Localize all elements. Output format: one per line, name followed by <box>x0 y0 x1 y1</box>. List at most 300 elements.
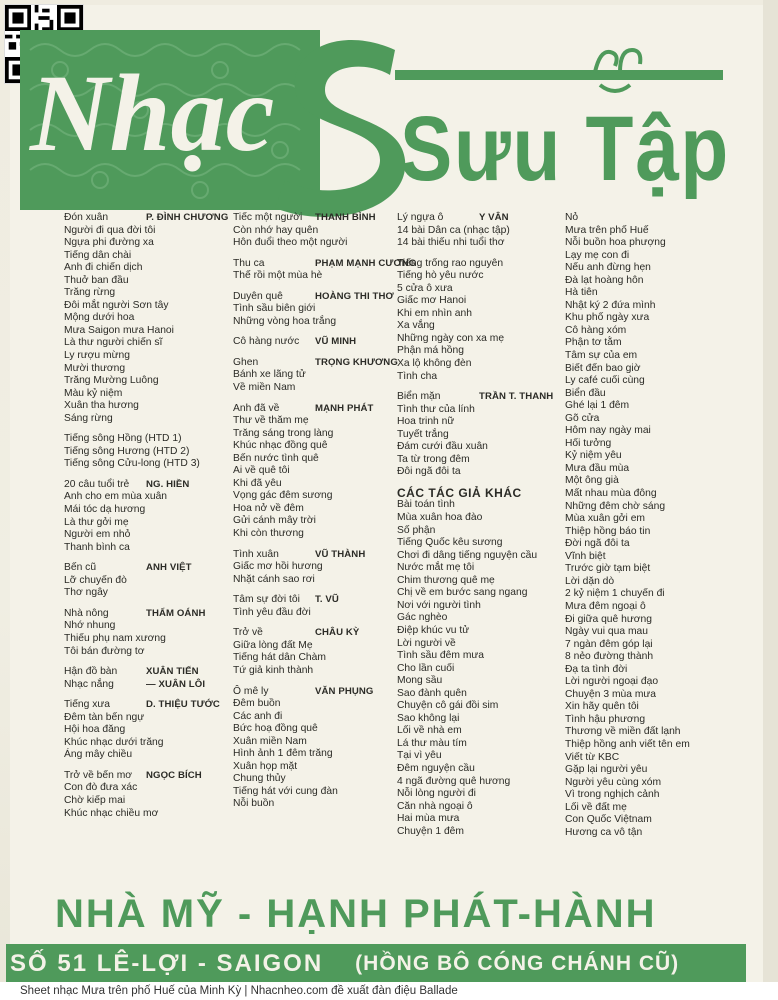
song-title: Mưa Saigon mưa Hanoi <box>64 324 174 336</box>
song-title: 14 bài Dân ca (nhạc tập) <box>397 224 510 236</box>
song-title: Viết từ KBC <box>565 751 620 763</box>
song-title: Nhặt cánh sao rơi <box>233 573 315 585</box>
song-title: Xuân họp mặt <box>233 760 298 772</box>
composer-name: NGỌC BÍCH <box>146 769 202 781</box>
song-entry <box>397 562 565 575</box>
song-entry <box>397 345 565 358</box>
song-entry <box>565 488 745 501</box>
song-title: 8 nẻo đường thành <box>565 651 654 663</box>
composer-name: ANH VIỆT <box>146 562 192 574</box>
song-title: Chơi đi dâng tiếng nguyện cầu <box>397 549 538 561</box>
song-title: Mưa đêm ngoại ô <box>565 600 646 612</box>
song-title: Hai mùa mưa <box>397 813 460 825</box>
song-title: 7 ngàn đêm góp lại <box>565 638 653 650</box>
song-title: Nỗi buồn <box>233 798 275 810</box>
song-title: Bánh xe lãng tử <box>233 369 306 381</box>
song-title: Bức hoạ đồng quê <box>233 723 318 735</box>
song-entry <box>233 291 395 304</box>
song-title: 14 bài thiếu nhi tuổi thơ <box>397 237 505 249</box>
song-entry <box>565 501 745 514</box>
song-entry <box>64 287 232 300</box>
spacer <box>233 328 395 336</box>
song-entry <box>233 686 395 699</box>
song-title: Hôm nay ngày mai <box>565 425 651 437</box>
song-entry <box>397 713 565 726</box>
address-banner <box>6 944 746 984</box>
song-entry <box>565 250 745 263</box>
song-title: Vì trong nghịch cảnh <box>565 789 660 801</box>
song-entry <box>565 626 745 639</box>
composer-name: T. VŨ <box>315 594 339 606</box>
song-entry <box>397 258 565 271</box>
song-entry <box>397 270 565 283</box>
song-entry <box>397 454 565 467</box>
song-title: Lỡ chuyến đò <box>64 574 127 586</box>
song-title: Tình hậu phương <box>565 713 646 725</box>
song-title: Tiếng sông Hồng (HTD 1) <box>64 433 182 445</box>
song-title: Biển đầu <box>565 387 606 399</box>
song-entry <box>64 212 232 225</box>
song-title: Là thư gởi mẹ <box>64 516 129 528</box>
song-title: Người yêu cùng xóm <box>565 776 662 788</box>
composer-name: Y VÂN <box>479 212 509 223</box>
song-entry <box>397 283 565 296</box>
song-title: Tiếc một người <box>233 212 303 223</box>
song-title: Con đò đưa xác <box>64 782 138 794</box>
song-entry <box>565 526 745 539</box>
song-title: Cô hàng nước <box>233 336 300 348</box>
song-entry <box>233 549 395 562</box>
song-entry <box>565 212 745 225</box>
song-title: Nỏ <box>565 212 579 223</box>
section-title-text: CÁC TÁC GIẢ KHÁC <box>397 485 522 500</box>
song-entry <box>397 826 565 839</box>
song-entry <box>397 788 565 801</box>
song-title: Lá thư màu tím <box>397 737 467 749</box>
song-title: Ngày vui qua mau <box>565 626 648 638</box>
song-title: Các anh đi <box>233 710 283 722</box>
composer-name: TRỌNG KHƯƠNG <box>315 356 398 368</box>
song-entry <box>64 413 232 426</box>
section-title <box>397 487 565 500</box>
song-entry <box>64 504 232 517</box>
song-title: Tiếng hát dân Chàm <box>233 652 326 664</box>
song-title: Thanh bình ca <box>64 541 130 553</box>
song-title: Gửi cánh mây trời <box>233 515 316 527</box>
address-note: (HỒNG BÔ CÓNG CHÁNH CŨ) <box>355 952 680 975</box>
song-entry <box>64 325 232 338</box>
song-title: Trước giờ tạm biệt <box>565 563 651 575</box>
svg-text:Sưu Tập: Sưu Tập <box>400 98 730 200</box>
song-entry <box>397 650 565 663</box>
song-entry <box>565 337 745 350</box>
spacer <box>233 395 395 403</box>
song-entry <box>565 300 745 313</box>
song-title: Khúc nhạc chiều mơ <box>64 807 159 819</box>
song-title: Khi đã yêu <box>233 477 282 489</box>
song-entry <box>397 499 565 512</box>
song-title: Đà lạt hoàng hôn <box>565 274 644 286</box>
song-entry <box>64 300 232 313</box>
song-title: Thuở ban đầu <box>64 274 129 286</box>
song-title: Đám cưới đầu xuân <box>397 441 488 453</box>
song-entry <box>233 528 395 541</box>
song-title: Tình thư của lính <box>397 403 475 415</box>
song-title: Nơi với người tình <box>397 599 481 611</box>
song-title: Gặp lại người yêu <box>565 764 648 776</box>
song-title: Mộng dưới hoa <box>64 312 135 324</box>
song-entry <box>233 478 395 491</box>
song-entry <box>64 808 232 821</box>
song-title: Ly rượu mừng <box>64 350 130 362</box>
song-entry <box>565 827 745 840</box>
song-entry <box>565 325 745 338</box>
song-title: Tình cha <box>397 370 438 382</box>
song-entry <box>233 490 395 503</box>
song-entry <box>64 712 232 725</box>
song-title: Đạ ta tình đời <box>565 663 628 675</box>
song-title: Số phận <box>397 524 436 536</box>
song-title: Đôi mắt người Sơn tây <box>64 299 169 311</box>
song-entry <box>397 320 565 333</box>
song-entry <box>233 270 395 283</box>
song-entry <box>64 337 232 350</box>
song-title: Thư về thăm mẹ <box>233 415 309 427</box>
song-title: Đêm nguyện cầu <box>397 762 475 774</box>
song-entry <box>565 275 745 288</box>
song-entry <box>233 723 395 736</box>
song-entry <box>233 465 395 478</box>
song-title: Khi em nhìn anh <box>397 307 472 319</box>
song-title: Lời người ngoại đạo <box>565 676 659 688</box>
song-title: Con Quốc Việtnam <box>565 814 652 826</box>
song-title: Lý ngựa ô <box>397 212 444 223</box>
song-entry <box>565 614 745 627</box>
song-title: Tại vì yêu <box>397 750 442 762</box>
song-entry <box>565 664 745 677</box>
song-entry <box>64 458 232 471</box>
song-title: Mong sầu <box>397 675 443 687</box>
song-title: Bến nước tình quê <box>233 452 319 464</box>
song-title: Thiệp hồng báo tin <box>565 525 651 537</box>
song-entry <box>64 542 232 555</box>
song-entry <box>565 450 745 463</box>
composer-name: VŨ THÀNH <box>315 548 366 560</box>
song-entry <box>64 562 232 575</box>
song-title: Trở về <box>233 627 263 639</box>
composer-name: THẨM OÁNH <box>146 607 206 619</box>
song-entry <box>565 576 745 589</box>
song-title: Xuân tha hương <box>64 400 139 412</box>
spacer <box>233 586 395 594</box>
song-entry <box>397 358 565 371</box>
publisher-line: NHÀ MỸ - HẠNH PHÁT-HÀNH <box>55 892 657 936</box>
song-entry <box>233 698 395 711</box>
song-entry <box>233 453 395 466</box>
song-entry <box>64 633 232 646</box>
song-entry <box>397 295 565 308</box>
song-entry <box>233 428 395 441</box>
song-title: Ghé lại 1 đêm <box>565 400 630 412</box>
song-title: Nếu anh đừng hẹn <box>565 262 651 274</box>
song-entry <box>397 638 565 651</box>
song-column-3 <box>397 212 565 838</box>
song-title: 2 kỷ niệm 1 chuyến đi <box>565 588 665 600</box>
song-entry <box>565 388 745 401</box>
song-entry <box>233 786 395 799</box>
song-entry <box>397 801 565 814</box>
song-title: Ly café cuối cùng <box>565 375 645 387</box>
song-title: Nỗi lòng người đi <box>397 788 476 800</box>
song-entry <box>397 625 565 638</box>
song-title: Thu ca <box>233 257 265 269</box>
spacer <box>233 541 395 549</box>
song-entry <box>565 764 745 777</box>
song-entry <box>397 371 565 384</box>
song-entry <box>233 627 395 640</box>
song-entry <box>64 388 232 401</box>
song-entry <box>397 466 565 479</box>
song-title: Căn nhà ngoại ô <box>397 800 473 812</box>
composer-name: PHẠM MẠNH CƯƠNG <box>315 257 417 269</box>
song-entry <box>565 639 745 652</box>
song-title: Tình sầu biên giới <box>233 303 316 315</box>
song-entry <box>397 441 565 454</box>
song-entry <box>397 776 565 789</box>
song-title: 4 ngã đường quê hương <box>397 775 511 787</box>
song-entry <box>565 225 745 238</box>
spacer <box>233 250 395 258</box>
song-entry <box>233 652 395 665</box>
song-title: 5 cửa ô xưa <box>397 282 453 294</box>
song-entry <box>64 529 232 542</box>
song-title: Sao không lại <box>397 712 460 724</box>
song-title: Khi còn thương <box>233 528 304 540</box>
song-entry <box>565 425 745 438</box>
song-entry <box>64 375 232 388</box>
spacer <box>233 678 395 686</box>
song-entry <box>233 415 395 428</box>
song-title: Xa lộ không đèn <box>397 358 472 370</box>
song-title: Khúc nhạc dưới trăng <box>64 736 164 748</box>
song-entry <box>565 789 745 802</box>
composer-name: THANH BÌNH <box>315 212 376 223</box>
composer-name: P. ĐÌNH CHƯƠNG <box>146 212 229 223</box>
composer-name: MẠNH PHÁT <box>315 402 374 414</box>
song-title: Những vòng hoa trắng <box>233 315 337 327</box>
song-title: Mưa trên phố Huế <box>565 224 649 236</box>
song-title: Thiệp hồng anh viết tên em <box>565 738 690 750</box>
song-entry <box>397 404 565 417</box>
song-title: Hận đồ bàn <box>64 666 118 678</box>
song-entry <box>233 356 398 370</box>
spacer <box>233 349 395 357</box>
song-entry <box>397 512 565 525</box>
song-entry <box>565 551 745 564</box>
song-entry <box>565 714 745 727</box>
song-entry <box>64 237 232 250</box>
song-title: Giấc mơ Hanoi <box>397 295 467 307</box>
song-entry <box>64 517 232 530</box>
song-title: Nước mắt mẹ tôi <box>397 562 475 574</box>
song-title: Khu phố ngày xưa <box>565 312 650 324</box>
song-title: Mái tóc dạ hương <box>64 504 146 516</box>
song-title: Mất nhau mùa đông <box>565 488 657 500</box>
composer-name: XUÂN TIẾN <box>146 666 199 678</box>
song-entry <box>565 701 745 714</box>
song-title: Tình yêu đầu đời <box>233 606 311 618</box>
song-title: Hương ca vô tận <box>565 826 643 838</box>
song-title: 20 câu tuổi trẻ <box>64 478 130 490</box>
song-entry <box>397 225 565 238</box>
song-title: Nhạc nắng <box>64 678 114 690</box>
song-entry <box>233 257 417 271</box>
song-entry <box>397 237 565 250</box>
song-title: Lối về đất mẹ <box>565 801 627 813</box>
song-title: Mưa đầu mùa <box>565 462 630 474</box>
song-title: Cho lần cuối <box>397 662 455 674</box>
song-entry <box>565 689 745 702</box>
song-title: Tứ giả kinh thành <box>233 664 314 676</box>
song-entry <box>565 802 745 815</box>
song-title: Lời người về <box>397 637 456 649</box>
composer-name: VĂN PHỤNG <box>315 685 374 697</box>
song-entry <box>64 446 232 459</box>
song-entry <box>397 308 565 321</box>
song-title: Điệp khúc vu tử <box>397 624 470 636</box>
song-title: Tiếng Quốc kêu sương <box>397 537 503 549</box>
spacer <box>64 600 232 608</box>
song-title: Hoa trinh nữ <box>397 416 455 428</box>
song-entry <box>64 491 232 504</box>
song-entry <box>233 316 395 329</box>
song-entry <box>397 391 565 404</box>
song-entry <box>397 537 565 550</box>
song-title: Phận tơ tằm <box>565 337 622 349</box>
song-entry <box>233 336 395 349</box>
song-entry <box>233 515 395 528</box>
song-title: Trăng sáng trong làng <box>233 427 334 439</box>
song-title: Một ông già <box>565 475 619 487</box>
song-entry <box>64 749 232 762</box>
song-entry <box>565 350 745 363</box>
song-title: Lời dặn dò <box>565 575 615 587</box>
song-title: Hà tiên <box>565 287 598 299</box>
title-left-block <box>20 30 320 210</box>
song-entry <box>233 607 395 620</box>
song-entry <box>565 287 745 300</box>
song-title: Nhà nông <box>64 607 109 619</box>
song-entry <box>233 665 395 678</box>
composer-name: CHÂU KỲ <box>315 627 360 639</box>
song-title: Bài toán tình <box>397 499 455 511</box>
composer-name: D. THIỆU TƯỚC <box>146 699 220 711</box>
song-entry <box>64 608 232 621</box>
address-text: SỐ 51 LÊ-LỢI - SAIGON <box>10 950 324 977</box>
song-entry <box>233 798 395 811</box>
song-entry <box>233 440 395 453</box>
song-title: Xa vắng <box>397 320 435 332</box>
song-title: Trở về bến mơ <box>64 769 133 781</box>
song-entry <box>397 587 565 600</box>
song-title: Đời ngã đôi ta <box>565 538 630 550</box>
song-title: Mười thương <box>64 362 126 374</box>
composer-name: NG. HIỀN <box>146 478 190 490</box>
song-entry <box>233 711 395 724</box>
song-entry <box>64 737 232 750</box>
spacer <box>64 658 232 666</box>
song-entry <box>64 312 232 325</box>
song-entry <box>565 601 745 614</box>
song-entry <box>233 369 395 382</box>
spacer <box>233 283 395 291</box>
song-title: Chuyện cô gái đồi sim <box>397 700 499 712</box>
song-entry <box>565 538 745 551</box>
song-title: Kỷ niệm yêu <box>565 450 622 462</box>
song-title: Sao đành quên <box>397 687 467 699</box>
song-title: Anh cho em mùa xuân <box>64 491 168 503</box>
song-entry <box>565 739 745 752</box>
song-entry <box>565 475 745 488</box>
song-title: Hội hoa đăng <box>64 724 126 736</box>
song-title: Đón xuân <box>64 212 109 223</box>
song-title: Phận má hồng <box>397 345 464 357</box>
song-entry <box>397 763 565 776</box>
song-title: Nhật ký 2 đứa mình <box>565 299 656 311</box>
song-entry <box>565 262 745 275</box>
song-title: Áng mây chiều <box>64 749 133 761</box>
song-entry <box>64 699 232 712</box>
song-entry <box>233 640 395 653</box>
song-entry <box>397 612 565 625</box>
song-title: Ai về quê tôi <box>233 465 290 477</box>
song-title: Nhớ nhung <box>64 620 116 632</box>
song-entry <box>64 262 232 275</box>
song-title: Những ngày con xa mẹ <box>397 332 505 344</box>
song-title: Gác nghèo <box>397 612 448 624</box>
song-entry <box>397 688 565 701</box>
song-entry <box>397 416 565 429</box>
song-entry <box>233 561 395 574</box>
song-title: Tuyết trắng <box>397 428 449 440</box>
spacer <box>64 762 232 770</box>
song-title: Đôi ngã đôi ta <box>397 466 461 478</box>
song-entry <box>565 400 745 413</box>
song-title: Chuyện 3 mùa mưa <box>565 688 657 700</box>
source-caption[interactable]: Sheet nhạc Mưa trên phố Huế của Minh Kỳ | Nhacnheo.com đề xuất đàn điệu Ballade <box>0 982 778 1000</box>
song-title: Hôn đuổi theo một người <box>233 237 348 249</box>
song-entry <box>64 587 232 600</box>
song-entry <box>565 363 745 376</box>
song-title: Người em nhỏ <box>64 529 131 541</box>
song-entry <box>64 275 232 288</box>
song-entry <box>397 675 565 688</box>
song-entry <box>64 620 232 633</box>
song-entry <box>64 363 232 376</box>
song-entry <box>565 777 745 790</box>
song-title: Anh đã về <box>233 402 280 414</box>
song-entry <box>565 463 745 476</box>
song-entry <box>397 663 565 676</box>
song-title: Hình ảnh 1 đêm trăng <box>233 748 333 760</box>
composer-name: TRẦN T. THANH <box>479 391 554 403</box>
song-title: Bến cũ <box>64 562 97 574</box>
song-entry <box>64 782 232 795</box>
song-title: Ô mê ly <box>233 685 269 697</box>
song-entry <box>64 646 232 659</box>
song-entry <box>64 795 232 808</box>
song-entry <box>397 738 565 751</box>
